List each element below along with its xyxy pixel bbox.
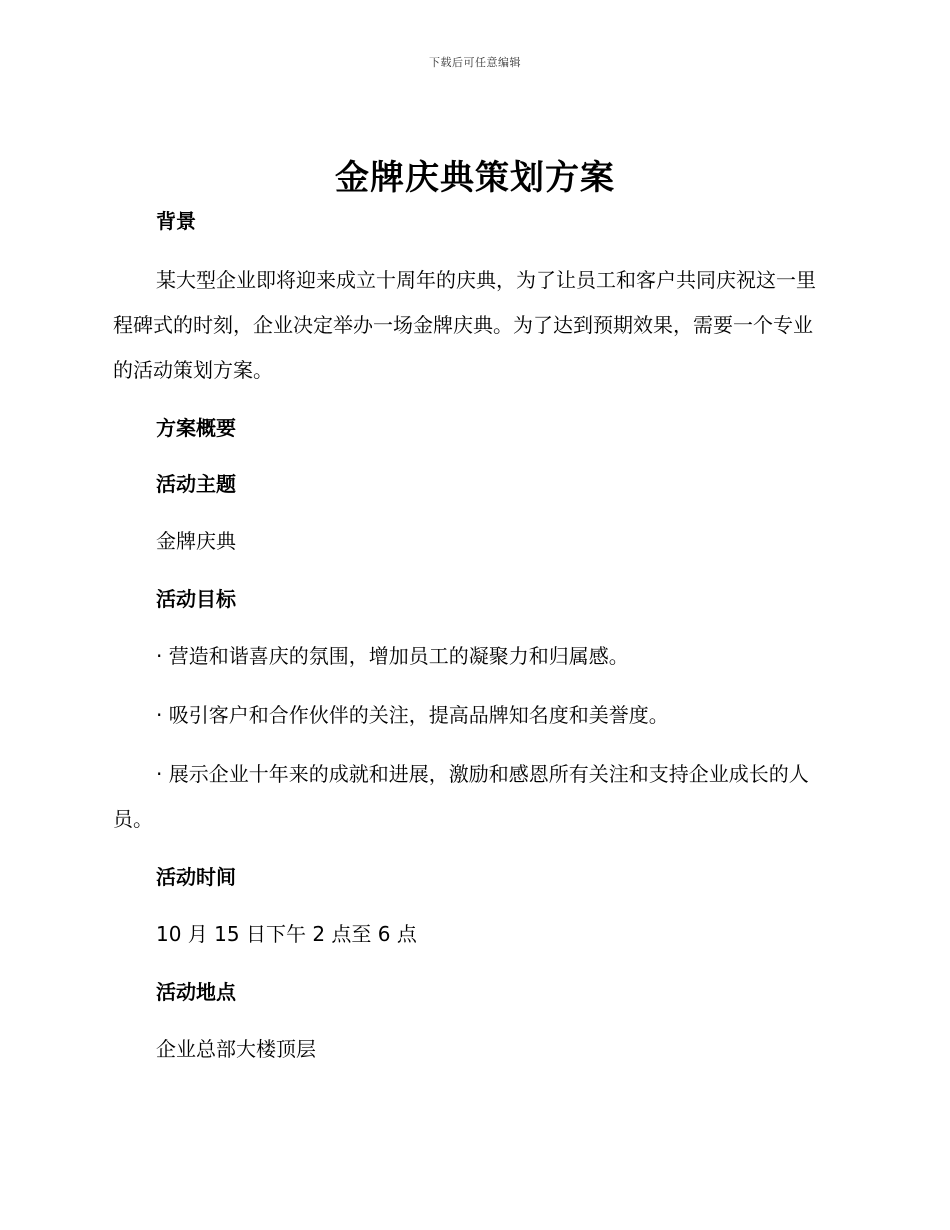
section-heading-goals: 活动目标 bbox=[156, 587, 236, 611]
paragraph-location: 企业总部大楼顶层 bbox=[156, 1037, 316, 1061]
paragraph-theme: 金牌庆典 bbox=[156, 529, 236, 553]
document-title: 金牌庆典策划方案 bbox=[335, 158, 615, 198]
page-header-note: 下载后可任意编辑 bbox=[429, 56, 521, 69]
list-item-goal: · 营造和谐喜庆的氛围，增加员工的凝聚力和归属感。 bbox=[156, 644, 629, 668]
section-heading-overview: 方案概要 bbox=[156, 416, 236, 440]
list-item-goal: · 吸引客户和合作伙伴的关注，提高品牌知名度和美誉度。 bbox=[156, 703, 669, 727]
list-item-goal: · 展示企业十年来的成就和进展，激励和感恩所有关注和支持企业成长的人员。 bbox=[113, 762, 809, 831]
section-heading-theme: 活动主题 bbox=[156, 472, 236, 496]
section-heading-location: 活动地点 bbox=[156, 980, 236, 1004]
document-body bbox=[113, 200, 830, 1072]
paragraph-background: 某大型企业即将迎来成立十周年的庆典，为了让员工和客户共同庆祝这一里程碑式的时刻，企业决定举办一场金牌庆典。为了达到预期效果，需要一个专业的活动策划方案。 bbox=[113, 268, 816, 382]
paragraph-time: 10 月 15 日下午 2 点至 6 点 bbox=[156, 922, 417, 946]
section-heading-background: 背景 bbox=[156, 209, 196, 233]
section-heading-time: 活动时间 bbox=[156, 865, 236, 889]
